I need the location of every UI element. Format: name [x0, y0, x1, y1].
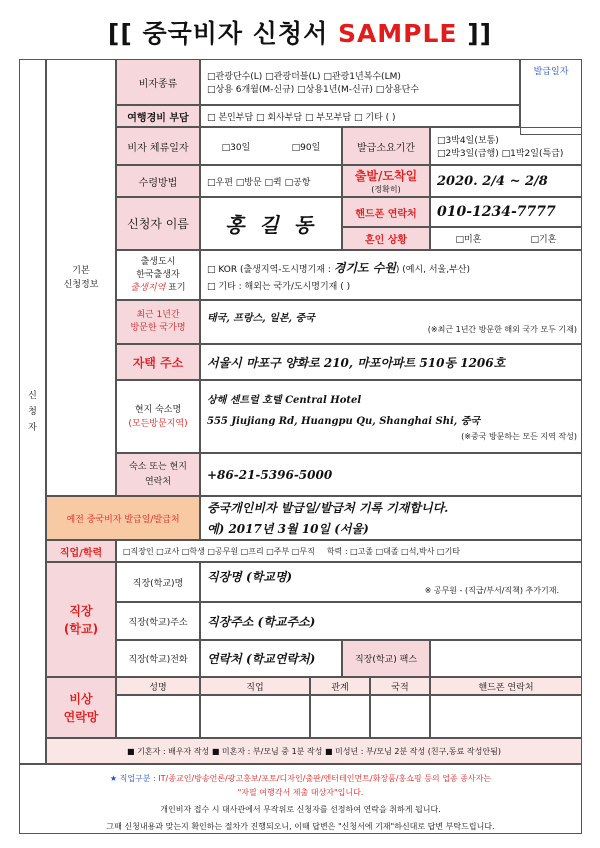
emergency-header-name: 성명 — [116, 677, 200, 695]
applicant-name-value[interactable]: 홍 길 동 — [200, 197, 342, 250]
job-options[interactable]: □직장인 □교사 □학생 □공무원 □프리 □주부 □무직 학력 : □고졸 □대졸 □석,박사 □기타 — [116, 540, 582, 562]
marital-label: 혼인 상황 — [342, 227, 430, 250]
stay-period-options[interactable]: □30일 □90일 — [200, 127, 342, 165]
applicant-name-label: 신청자 이름 — [116, 197, 200, 250]
work-phone-label: 직장(학교)전화 — [116, 640, 200, 677]
emergency-header-nationality: 국적 — [370, 677, 430, 695]
receive-method-options[interactable]: □우편 □방문 □퀵 □공항 — [200, 165, 342, 197]
issue-date-label: 발급일자 — [533, 67, 569, 77]
processing-label: 발급소요기간 — [342, 127, 430, 165]
emergency-relation-input[interactable] — [310, 695, 370, 738]
work-address-label: 직장(학교)주소 — [116, 602, 200, 640]
phone-label: 핸드폰 연락처 — [342, 197, 430, 227]
china-stay-field[interactable]: 상해 센트럴 호텔 Central Hotel 555 Jiujiang Rd, Huangpu Qu, Shanghai Shi, 중국 (※중국 방문하는 모든 지역 작성) — [200, 380, 582, 453]
phone-value[interactable]: 010-1234-7777 — [430, 197, 582, 227]
travel-cost-options[interactable]: □ 본인부담 □ 회사부담 □ 부모부담 □ 기타 ( ) — [200, 105, 520, 127]
processing-options[interactable]: □3박4일(보통) □2박3일(급행) □1박2일(특급) — [430, 127, 582, 165]
birthplace-field[interactable]: □ KOR (출생지역-도시명기재 : 경기도 수원) (예시, 서울,부산) □ 기타 : 해외는 국가/도시명기재 ( ) — [200, 250, 582, 300]
footer-notice: ★ 직업구분 : IT/종교인/방송언론/광고홍보/포토/디자인/출판/엔터테인먼트/화장품/홍쇼핑 등의 업종 종사자는 "자필 여행각서 제출 대상자"입니다. 개인비자 접수 시 대사관에서 무작위로 신청자를 선정하여 연락을 취하게 됩니다. 그때 신청내용과 맞는지 확인하는 절차가 진행되오니, 이때 답변은 "신청서에 기재"하신대로 답변 부탁드립니다. — [19, 764, 582, 834]
work-phone-value[interactable]: 연락처 (학교연락처) — [200, 640, 342, 677]
work-name-label: 직장(학교)명 — [116, 562, 200, 602]
emergency-note: ■ 기혼자 : 배우자 작성 ■ 미혼자 : 부/모님 중 1분 작성 ■ 미성년 : 부/모님 2분 작성 (친구,동료 작성안됨) — [46, 738, 582, 764]
visa-type-options[interactable]: □관광단수(L) □관광더블(L) □관광1년복수(LM) □상용 6개월(M-신규) □상용1년(M-신규) □상용단수 — [200, 59, 520, 105]
sample-label: SAMPLE — [337, 19, 458, 48]
birthplace-label: 출생도시 한국출생자 출생지역 표기 — [116, 250, 200, 300]
travel-cost-label: 여행경비 부담 — [116, 105, 200, 127]
work-name-field[interactable]: 직장명 (학교명) ※ 공무원 - (직급/부서/직책) 추가기재. — [200, 562, 582, 602]
basic-info-label: 기본 신청정보 — [46, 59, 116, 496]
home-address-value[interactable]: 서울시 마포구 양화로 210, 마포아파트 510동 1206호 — [200, 344, 582, 380]
receive-method-label: 수령방법 — [116, 165, 200, 197]
page-title: [[ 중국비자 신청서 SAMPLE ]] — [107, 19, 493, 48]
stay-period-label: 비자 체류일자 — [116, 127, 200, 165]
issue-date-box — [520, 59, 582, 135]
visa-type-label: 비자종류 — [116, 59, 200, 105]
job-label: 직업/학력 — [46, 540, 116, 562]
emergency-nationality-input[interactable] — [370, 695, 430, 738]
work-fax-label: 직장(학교) 팩스 — [342, 640, 430, 677]
departure-value[interactable]: 2020. 2/4 ~ 2/8 — [430, 165, 582, 197]
visited-countries-field[interactable]: 태국, 프랑스, 일본, 중국 (※최근 1년간 방문한 해외 국가 모두 기재) — [200, 300, 582, 344]
departure-label: 출발/도착일 (정확히) — [342, 165, 430, 197]
emergency-label: 비상 연락망 — [46, 677, 116, 738]
prev-visa-label: 예전 중국비자 발급일/발급처 — [46, 496, 200, 540]
emergency-name-input[interactable] — [116, 695, 200, 738]
local-contact-value[interactable]: +86-21-5396-5000 — [200, 453, 582, 496]
emergency-header-job: 직업 — [200, 677, 310, 695]
home-address-label: 자택 주소 — [116, 344, 200, 380]
marital-options[interactable]: □미혼 □기혼 — [430, 227, 582, 250]
work-fax-value[interactable] — [430, 640, 582, 677]
visited-countries-value: 태국, 프랑스, 일본, 중국 — [207, 313, 315, 324]
birthplace-value: 경기도 수원 — [333, 260, 396, 275]
applicant-side-label: 신 청 자 — [19, 59, 46, 764]
emergency-phone-input[interactable] — [430, 695, 582, 738]
prev-visa-field[interactable]: 중국개인비자 발급일/발급처 기록 기재합니다. 예) 2017년 3월 10일 (서울) — [200, 496, 582, 540]
emergency-header-relation: 관계 — [310, 677, 370, 695]
visited-countries-label: 최근 1년간 방문한 국가명 — [116, 300, 200, 344]
local-contact-label: 숙소 또는 현지 연락처 — [116, 453, 200, 496]
emergency-header-phone: 핸드폰 연락처 — [430, 677, 582, 695]
china-stay-label: 현지 숙소명 (모든방문지역) — [116, 380, 200, 453]
work-label: 직장 (학교) — [46, 562, 116, 677]
emergency-job-input[interactable] — [200, 695, 310, 738]
work-address-value[interactable]: 직장주소 (학교주소) — [200, 602, 582, 640]
